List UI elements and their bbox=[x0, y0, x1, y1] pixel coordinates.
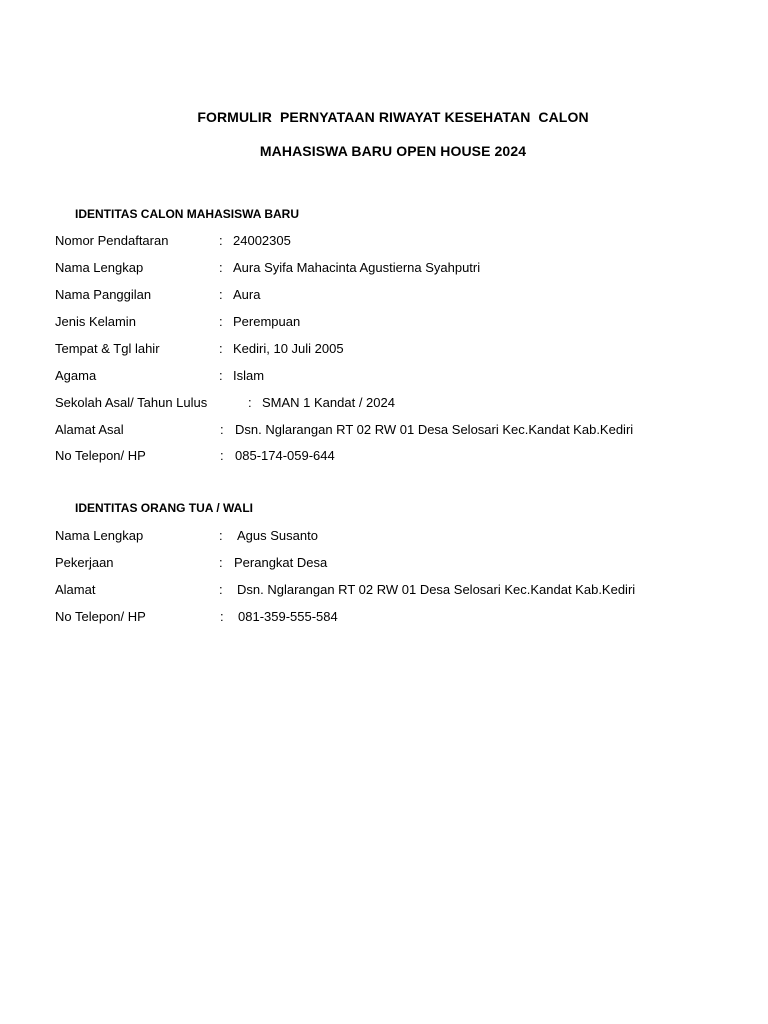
field-value: Aura bbox=[233, 287, 261, 302]
field-label: Sekolah Asal/ Tahun Lulus bbox=[55, 395, 208, 410]
field-colon: : bbox=[219, 260, 223, 275]
field-label: Pekerjaan bbox=[55, 555, 114, 570]
field-value: Islam bbox=[233, 368, 265, 383]
field-colon: : bbox=[248, 395, 252, 410]
student-field-registration-number bbox=[55, 233, 755, 251]
student-field-nickname bbox=[55, 287, 755, 305]
field-colon: : bbox=[219, 233, 223, 248]
field-label: Nomor Pendaftaran bbox=[55, 233, 169, 248]
parent-field-occupation bbox=[55, 555, 755, 573]
field-value: Kediri, 10 Juli 2005 bbox=[233, 341, 344, 356]
field-colon: : bbox=[220, 609, 224, 624]
field-label: Tempat & Tgl lahir bbox=[55, 341, 160, 356]
field-label: Agama bbox=[55, 368, 97, 383]
field-label: Nama Lengkap bbox=[55, 528, 144, 543]
field-value: Dsn. Nglarangan RT 02 RW 01 Desa Selosari Kec.Kandat Kab.Kediri bbox=[237, 582, 636, 597]
field-colon: : bbox=[219, 314, 223, 329]
document-title-line-1: FORMULIR PERNYATAAN RIWAYAT KESEHATAN CALON bbox=[197, 109, 589, 125]
student-field-gender bbox=[55, 314, 755, 332]
parent-field-phone bbox=[55, 609, 755, 627]
student-field-phone bbox=[55, 448, 755, 466]
parent-field-address bbox=[55, 582, 755, 600]
field-value: 24002305 bbox=[233, 233, 291, 248]
field-colon: : bbox=[219, 528, 223, 543]
field-value: Aura Syifa Mahacinta Agustierna Syahputri bbox=[233, 260, 481, 275]
student-field-religion bbox=[55, 368, 755, 386]
field-value: Dsn. Nglarangan RT 02 RW 01 Desa Selosari Kec.Kandat Kab.Kediri bbox=[235, 422, 634, 437]
field-value: Perangkat Desa bbox=[234, 555, 328, 570]
field-label: Alamat Asal bbox=[55, 422, 124, 437]
field-colon: : bbox=[219, 287, 223, 302]
field-colon: : bbox=[219, 582, 223, 597]
field-value: 081-359-555-584 bbox=[238, 609, 338, 624]
field-value: Agus Susanto bbox=[237, 528, 318, 543]
field-label: Jenis Kelamin bbox=[55, 314, 136, 329]
field-colon: : bbox=[219, 368, 223, 383]
field-colon: : bbox=[219, 555, 223, 570]
field-value: SMAN 1 Kandat / 2024 bbox=[262, 395, 395, 410]
parent-section-heading: IDENTITAS ORANG TUA / WALI bbox=[75, 501, 253, 515]
student-section-heading: IDENTITAS CALON MAHASISWA BARU bbox=[75, 207, 299, 221]
field-value: Perempuan bbox=[233, 314, 301, 329]
document-title-line-2: MAHASISWA BARU OPEN HOUSE 2024 bbox=[259, 143, 527, 159]
student-field-birth-place-date bbox=[55, 341, 755, 359]
field-colon: : bbox=[220, 422, 224, 437]
student-field-full-name bbox=[55, 260, 755, 278]
student-field-home-address bbox=[55, 422, 755, 440]
field-label: Nama Lengkap bbox=[55, 260, 144, 275]
field-colon: : bbox=[219, 341, 223, 356]
student-field-school-graduation-year bbox=[55, 395, 755, 413]
field-value: 085-174-059-644 bbox=[235, 448, 335, 463]
field-colon: : bbox=[220, 448, 224, 463]
field-label: Nama Panggilan bbox=[55, 287, 152, 302]
field-label: No Telepon/ HP bbox=[55, 448, 146, 463]
field-label: No Telepon/ HP bbox=[55, 609, 146, 624]
field-label: Alamat bbox=[55, 582, 96, 597]
parent-field-full-name bbox=[55, 528, 755, 546]
